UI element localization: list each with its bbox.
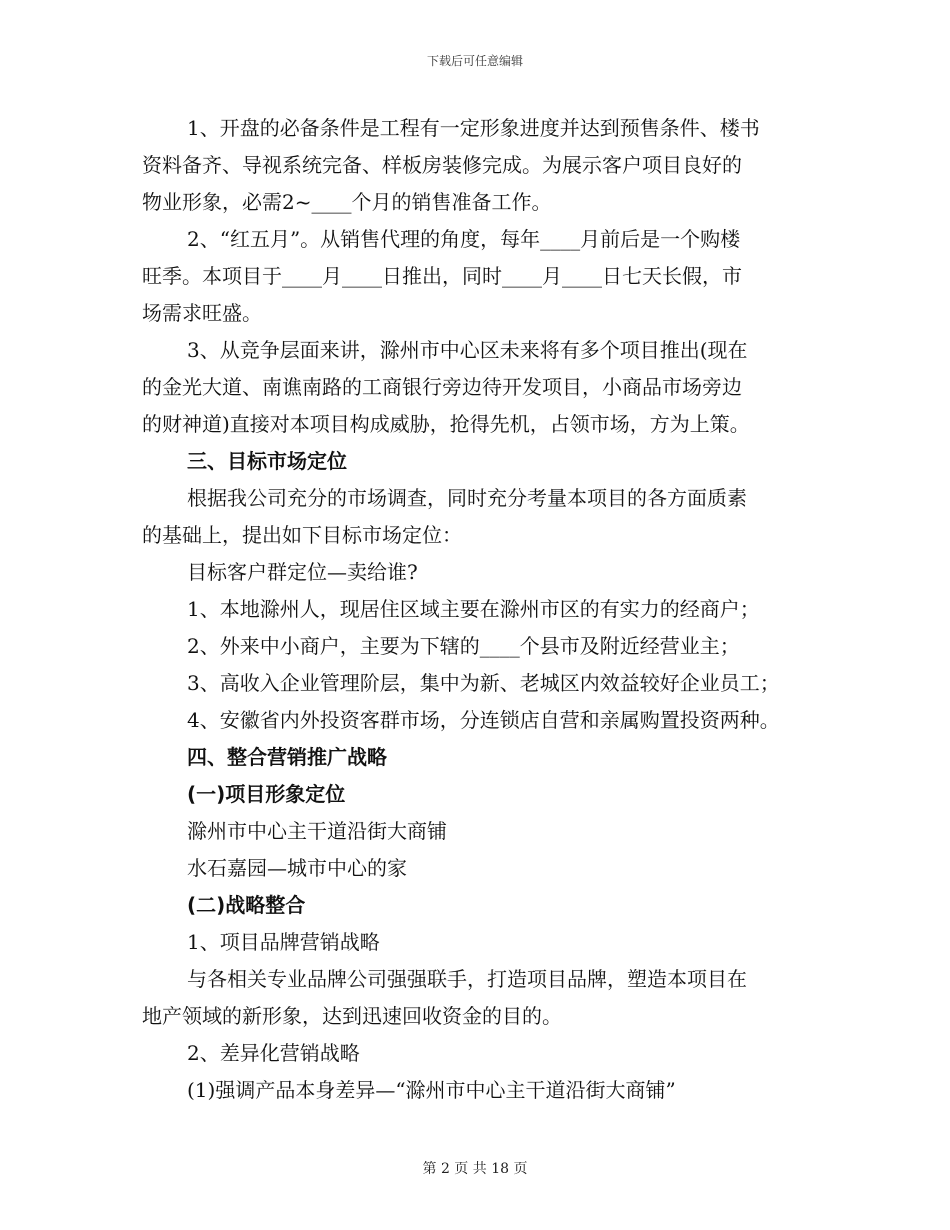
text-line: 3、高收入企业管理阶层，集中为新、老城区内效益较好企业员工； xyxy=(187,671,780,695)
text-line: 的金光大道、南谯南路的工商银行旁边待开发项目，小商品市场旁边 xyxy=(142,375,742,399)
text-line: 2、差异化营销战略 xyxy=(187,1041,360,1065)
text-line: 资料备齐、导视系统完备、样板房装修完成。为展示客户项目良好的 xyxy=(142,153,742,177)
text-line: 场需求旺盛。 xyxy=(142,301,262,325)
text-line: 物业形象，必需2~____个月的销售准备工作。 xyxy=(142,190,552,214)
text-line: 根据我公司充分的市场调查，同时充分考量本项目的各方面质素 xyxy=(187,486,747,510)
text-line: 2、“红五月”。从销售代理的角度，每年____月前后是一个购楼 xyxy=(187,227,741,251)
document-body xyxy=(142,110,832,1109)
section-heading: (二)战略整合 xyxy=(187,893,306,917)
section-heading: 四、整合营销推广战略 xyxy=(187,745,387,769)
text-line: 地产领域的新形象，达到迅速回收资金的目的。 xyxy=(142,1004,562,1028)
text-line: 3、从竞争层面来讲，滁州市中心区未来将有多个项目推出(现在 xyxy=(187,338,748,362)
text-line: 1、本地滁州人，现居住区域主要在滁州市区的有实力的经商户； xyxy=(187,597,760,621)
text-line: (1)强调产品本身差异—“滁州市中心主干道沿街大商铺” xyxy=(187,1078,676,1102)
page-header: 下载后可任意编辑 xyxy=(426,54,523,68)
text-line: 1、项目品牌营销战略 xyxy=(187,930,380,954)
text-line: 4、安徽省内外投资客群市场，分连锁店自营和亲属购置投资两种。 xyxy=(187,708,780,732)
text-line: 2、外来中小商户，主要为下辖的____个县市及附近经营业主； xyxy=(187,634,740,658)
text-line: 的基础上，提出如下目标市场定位： xyxy=(142,523,462,547)
text-line: 1、开盘的必备条件是工程有一定形象进度并达到预售条件、楼书 xyxy=(187,116,760,140)
section-heading: 三、目标市场定位 xyxy=(187,449,347,473)
text-line: 的财神道)直接对本项目构成威胁，抢得先机，占领市场，方为上策。 xyxy=(142,412,750,436)
text-line: 旺季。本项目于____月____日推出，同时____月____日七天长假，市 xyxy=(142,264,742,288)
text-line: 与各相关专业品牌公司强强联手，打造项目品牌，塑造本项目在 xyxy=(187,967,747,991)
page-footer: 第 2 页 共 18 页 xyxy=(422,1161,528,1177)
text-line: 滁州市中心主干道沿街大商铺 xyxy=(187,819,447,843)
text-line: 目标客户群定位—卖给谁? xyxy=(187,560,418,584)
section-heading: (一)项目形象定位 xyxy=(187,782,346,806)
text-line: 水石嘉园—城市中心的家 xyxy=(187,856,407,880)
